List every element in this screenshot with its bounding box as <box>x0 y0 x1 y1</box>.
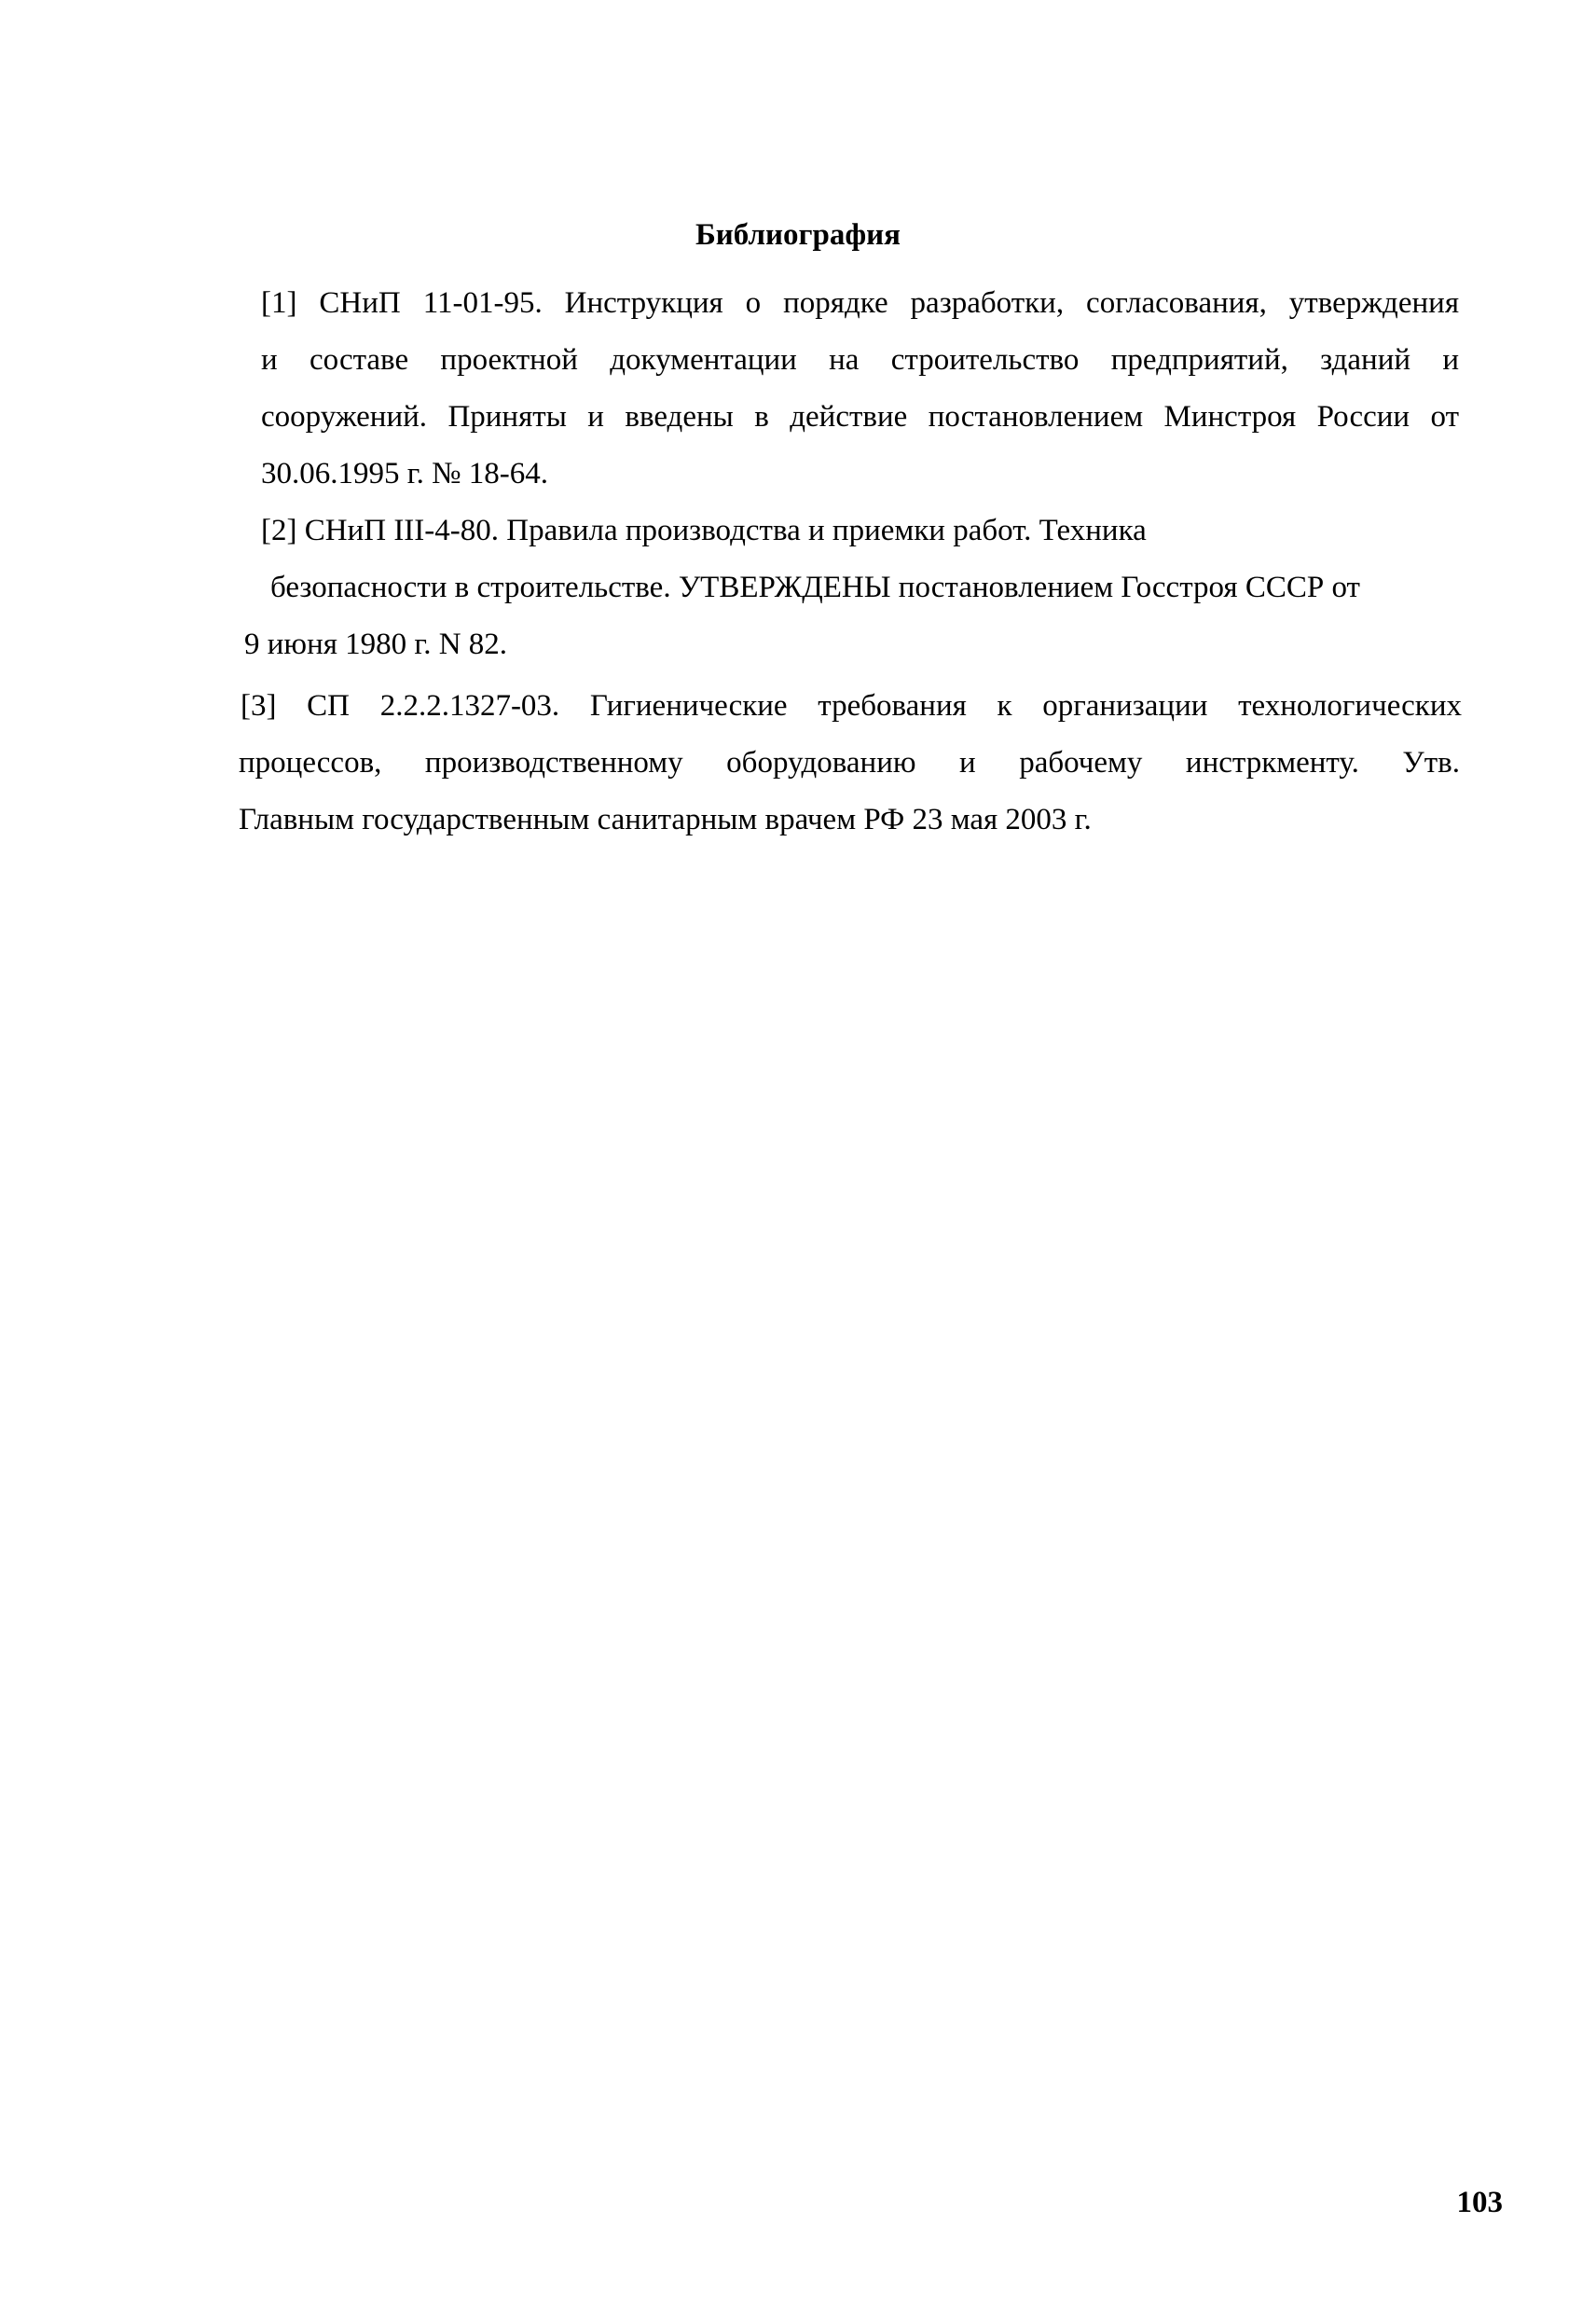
reference-1-line-4: 30.06.1995 г. № 18-64. <box>261 457 549 490</box>
reference-3-line-3: Главным государственным санитарным врачем РФ 23 мая 2003 г. <box>239 803 1092 836</box>
bibliography-title: Библиография <box>695 218 901 252</box>
reference-3-line-1: [3] СП 2.2.2.1327-03. Гигиенические требования к организации технологических <box>241 689 1462 723</box>
reference-1-line-2: и составе проектной документации на строительство предприятий, зданий и <box>261 343 1459 377</box>
reference-2-line-2: безопасности в строительстве. УТВЕРЖДЕНЫ постановлением Госстроя СССР от <box>270 571 1360 604</box>
reference-1-line-1: [1] СНиП 11-01-95. Инструкция о порядке разработки, согласования, утверждения <box>261 286 1459 320</box>
reference-1-line-3: сооружений. Приняты и введены в действие постановлением Минстроя России от <box>261 400 1459 434</box>
page-number: 103 <box>1456 2186 1503 2219</box>
reference-2-line-3: 9 июня 1980 г. N 82. <box>244 628 508 661</box>
reference-3-line-2: процессов, производственному оборудованию и рабочему инстркменту. Утв. <box>239 746 1460 780</box>
reference-2-line-1: [2] СНиП III-4-80. Правила производства и приемки работ. Техника <box>261 514 1147 547</box>
